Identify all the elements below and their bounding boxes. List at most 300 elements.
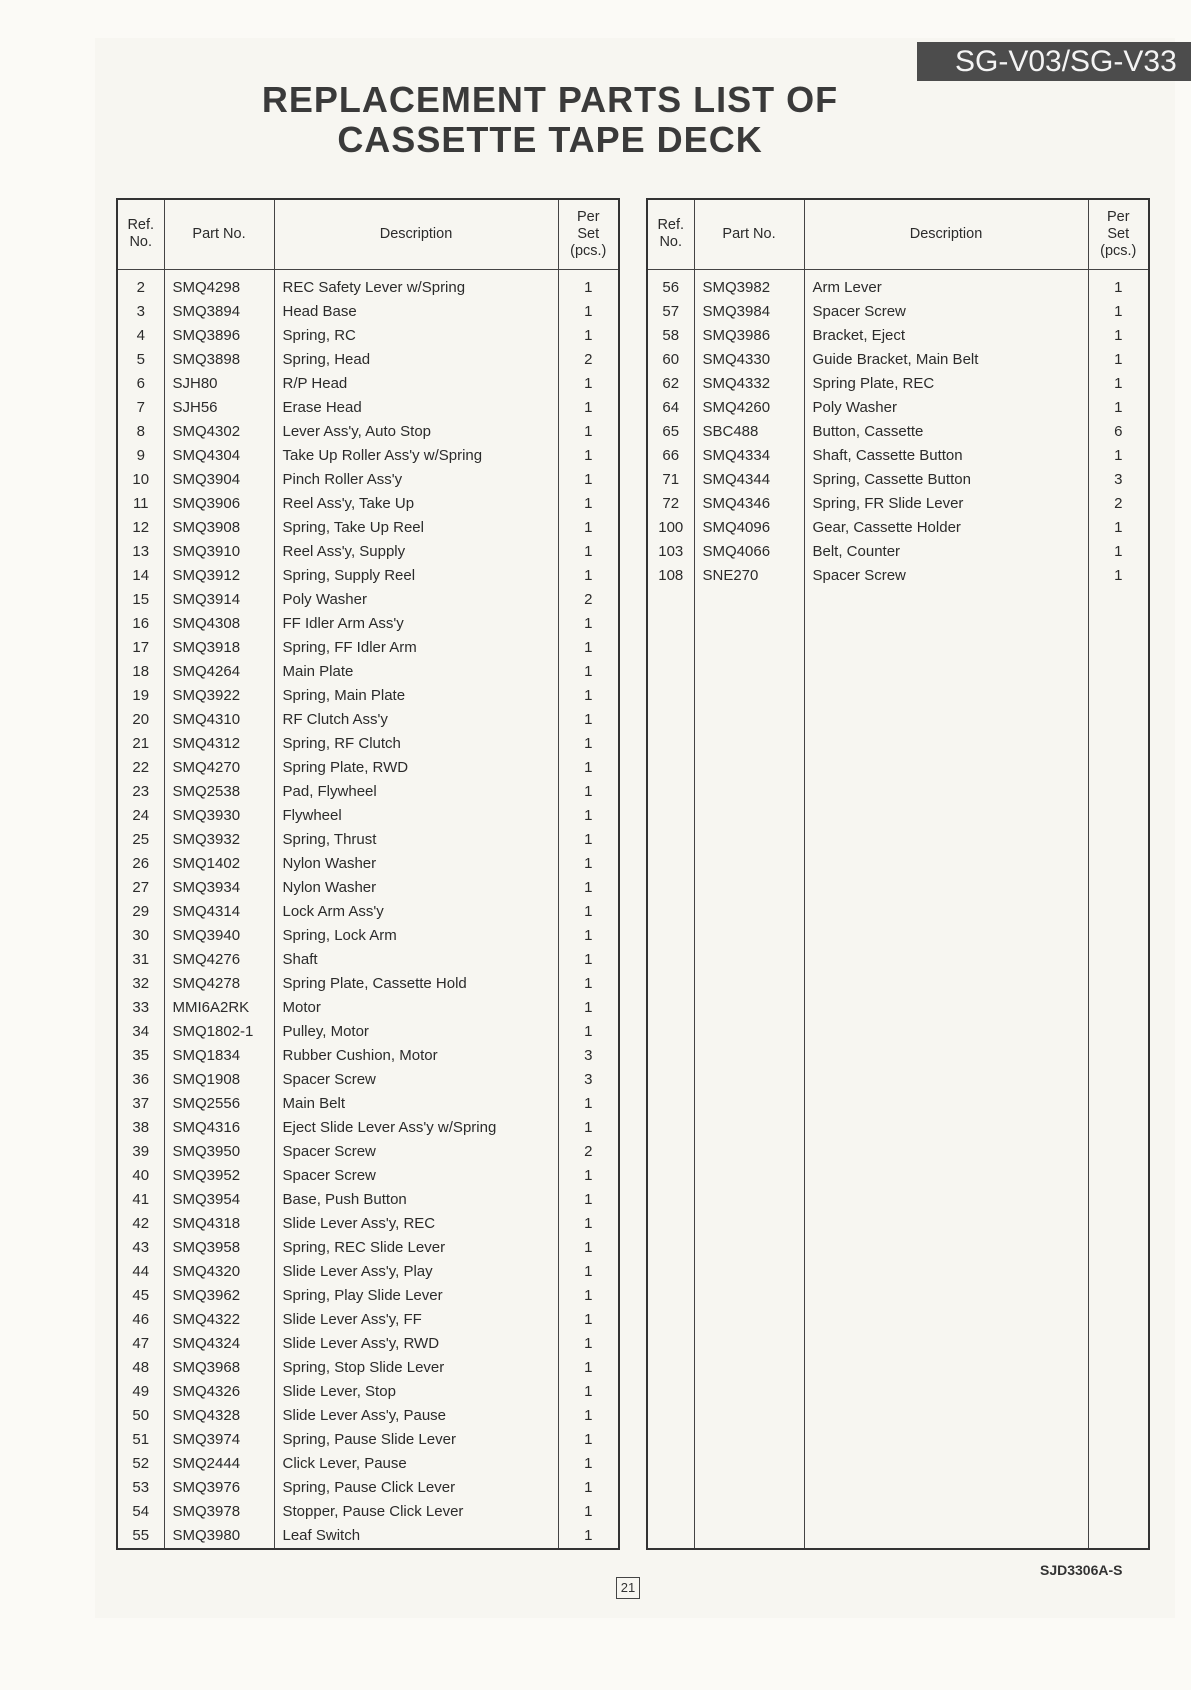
table-row (117, 300, 619, 324)
description-cell: Head Base (274, 300, 558, 324)
description-cell: Button, Cassette (804, 420, 1088, 444)
ref-cell: 64 (647, 396, 694, 420)
qty-cell: 1 (558, 924, 619, 948)
description-cell: Main Belt (274, 1092, 558, 1116)
description-cell: Spring, Play Slide Lever (274, 1284, 558, 1308)
header-part-no: Part No. (694, 199, 804, 269)
parts-table-right-body (647, 269, 1149, 1549)
header-per-set: Per Set (pcs.) (1088, 199, 1149, 269)
description-cell: Spring, Take Up Reel (274, 516, 558, 540)
part-no-cell: SMQ1908 (164, 1068, 274, 1092)
table-row (647, 348, 1149, 372)
qty-cell: 1 (558, 1428, 619, 1452)
qty-cell: 1 (558, 1404, 619, 1428)
table-row (647, 324, 1149, 348)
header-description: Description (274, 199, 558, 269)
qty-cell: 1 (558, 1476, 619, 1500)
part-no-cell: SMQ4304 (164, 444, 274, 468)
table-row (117, 1092, 619, 1116)
part-no-cell: SMQ4260 (694, 396, 804, 420)
qty-cell: 1 (558, 1452, 619, 1476)
part-no-cell: SMQ3958 (164, 1236, 274, 1260)
table-row (117, 1236, 619, 1260)
part-no-cell: SMQ3934 (164, 876, 274, 900)
parts-table-left-body (117, 269, 619, 1549)
ref-cell: 55 (117, 1524, 164, 1549)
part-no-cell: SMQ4330 (694, 348, 804, 372)
table-row (647, 444, 1149, 468)
description-cell: Spring Plate, Cassette Hold (274, 972, 558, 996)
description-cell: Leaf Switch (274, 1524, 558, 1549)
description-cell: Slide Lever Ass'y, Play (274, 1260, 558, 1284)
description-cell: Guide Bracket, Main Belt (804, 348, 1088, 372)
description-cell: FF Idler Arm Ass'y (274, 612, 558, 636)
description-cell: Spring, Pause Slide Lever (274, 1428, 558, 1452)
qty-cell: 3 (558, 1068, 619, 1092)
part-no-cell: SMQ3940 (164, 924, 274, 948)
part-no-cell: SMQ4334 (694, 444, 804, 468)
description-cell: Shaft, Cassette Button (804, 444, 1088, 468)
header-ref-no: Ref. No. (647, 199, 694, 269)
ref-cell: 19 (117, 684, 164, 708)
qty-cell: 1 (1088, 540, 1149, 564)
ref-cell: 62 (647, 372, 694, 396)
qty-cell: 1 (558, 732, 619, 756)
ref-cell: 58 (647, 324, 694, 348)
part-no-cell: SMQ3918 (164, 636, 274, 660)
ref-cell: 100 (647, 516, 694, 540)
qty-cell: 1 (558, 804, 619, 828)
part-no-cell: SMQ4332 (694, 372, 804, 396)
table-row (647, 300, 1149, 324)
qty-cell: 3 (558, 1044, 619, 1068)
qty-cell: 1 (558, 828, 619, 852)
description-cell: Spring, RF Clutch (274, 732, 558, 756)
part-no-cell: SMQ1834 (164, 1044, 274, 1068)
qty-cell: 1 (558, 269, 619, 300)
table-row (117, 924, 619, 948)
part-no-cell: SMQ3968 (164, 1356, 274, 1380)
part-no-cell: SMQ3906 (164, 492, 274, 516)
part-no-cell: SMQ4316 (164, 1116, 274, 1140)
description-cell: Reel Ass'y, Supply (274, 540, 558, 564)
table-row (117, 1284, 619, 1308)
table-row (117, 372, 619, 396)
qty-cell: 1 (1088, 444, 1149, 468)
table-row (647, 516, 1149, 540)
table-row (117, 1260, 619, 1284)
description-cell: Spacer Screw (274, 1068, 558, 1092)
description-cell: Spring, Thrust (274, 828, 558, 852)
qty-cell: 1 (558, 1164, 619, 1188)
table-row (117, 852, 619, 876)
table-row (647, 564, 1149, 588)
part-no-cell: SMQ3912 (164, 564, 274, 588)
ref-cell: 46 (117, 1308, 164, 1332)
qty-cell: 1 (1088, 564, 1149, 588)
qty-cell: 1 (558, 1236, 619, 1260)
description-cell: Arm Lever (804, 269, 1088, 300)
ref-cell: 10 (117, 468, 164, 492)
table-row (117, 1524, 619, 1549)
part-no-cell: SMQ3952 (164, 1164, 274, 1188)
part-no-cell: SMQ3980 (164, 1524, 274, 1549)
qty-cell: 1 (1088, 269, 1149, 300)
table-filler-row (647, 588, 1149, 1549)
ref-cell: 50 (117, 1404, 164, 1428)
page-title (200, 80, 900, 160)
description-cell: Gear, Cassette Holder (804, 516, 1088, 540)
part-no-cell: SMQ2444 (164, 1452, 274, 1476)
table-row (117, 828, 619, 852)
ref-cell: 23 (117, 780, 164, 804)
part-no-cell: SMQ3894 (164, 300, 274, 324)
table-row (117, 1212, 619, 1236)
part-no-cell: SMQ1802-1 (164, 1020, 274, 1044)
qty-cell: 1 (558, 444, 619, 468)
table-row (117, 996, 619, 1020)
table-row (117, 708, 619, 732)
qty-cell: 1 (1088, 348, 1149, 372)
ref-cell: 66 (647, 444, 694, 468)
part-no-cell: SNE270 (694, 564, 804, 588)
description-cell: Spring Plate, RWD (274, 756, 558, 780)
table-row (117, 732, 619, 756)
part-no-cell: SMQ3922 (164, 684, 274, 708)
ref-cell: 53 (117, 1476, 164, 1500)
description-cell: Flywheel (274, 804, 558, 828)
part-no-cell: SMQ3978 (164, 1500, 274, 1524)
part-no-cell: SMQ3932 (164, 828, 274, 852)
empty-cell (647, 588, 694, 1549)
description-cell: Slide Lever Ass'y, Pause (274, 1404, 558, 1428)
table-row (117, 1140, 619, 1164)
part-no-cell: SMQ4298 (164, 269, 274, 300)
part-no-cell: SMQ3982 (694, 269, 804, 300)
part-no-cell: SJH80 (164, 372, 274, 396)
description-cell: Lever Ass'y, Auto Stop (274, 420, 558, 444)
qty-cell: 1 (558, 1356, 619, 1380)
description-cell: Spacer Screw (804, 300, 1088, 324)
part-no-cell: SBC488 (694, 420, 804, 444)
description-cell: Slide Lever Ass'y, RWD (274, 1332, 558, 1356)
part-no-cell: SMQ4324 (164, 1332, 274, 1356)
description-cell: R/P Head (274, 372, 558, 396)
description-cell: Pinch Roller Ass'y (274, 468, 558, 492)
ref-cell: 35 (117, 1044, 164, 1068)
part-no-cell: SMQ4264 (164, 660, 274, 684)
part-no-cell: SMQ3930 (164, 804, 274, 828)
table-row (117, 1428, 619, 1452)
part-no-cell: SMQ3976 (164, 1476, 274, 1500)
qty-cell: 1 (558, 780, 619, 804)
table-row (117, 1332, 619, 1356)
title-line-2: CASSETTE TAPE DECK (337, 119, 763, 160)
description-cell: RF Clutch Ass'y (274, 708, 558, 732)
part-no-cell: SMQ4314 (164, 900, 274, 924)
part-no-cell: SMQ4320 (164, 1260, 274, 1284)
table-row (117, 900, 619, 924)
ref-cell: 33 (117, 996, 164, 1020)
ref-cell: 44 (117, 1260, 164, 1284)
ref-cell: 17 (117, 636, 164, 660)
ref-cell: 71 (647, 468, 694, 492)
description-cell: Slide Lever, Stop (274, 1380, 558, 1404)
qty-cell: 1 (1088, 324, 1149, 348)
ref-cell: 45 (117, 1284, 164, 1308)
part-no-cell: SJH56 (164, 396, 274, 420)
part-no-cell: SMQ3904 (164, 468, 274, 492)
table-row (117, 756, 619, 780)
ref-cell: 42 (117, 1212, 164, 1236)
model-tag: SG-V03/SG-V33 (917, 42, 1191, 81)
table-row (117, 1116, 619, 1140)
table-row (117, 468, 619, 492)
part-no-cell: SMQ3984 (694, 300, 804, 324)
description-cell: Base, Push Button (274, 1188, 558, 1212)
table-row (117, 804, 619, 828)
part-no-cell: SMQ4066 (694, 540, 804, 564)
empty-cell (1088, 588, 1149, 1549)
ref-cell: 5 (117, 348, 164, 372)
qty-cell: 1 (558, 300, 619, 324)
table-row (117, 1068, 619, 1092)
description-cell: Spring, RC (274, 324, 558, 348)
part-no-cell: SMQ4276 (164, 948, 274, 972)
description-cell: Spacer Screw (804, 564, 1088, 588)
header-ref-no: Ref. No. (117, 199, 164, 269)
table-row (647, 269, 1149, 300)
table-row (117, 1308, 619, 1332)
ref-cell: 103 (647, 540, 694, 564)
description-cell: Erase Head (274, 396, 558, 420)
qty-cell: 2 (558, 588, 619, 612)
ref-cell: 8 (117, 420, 164, 444)
ref-cell: 16 (117, 612, 164, 636)
qty-cell: 1 (558, 900, 619, 924)
description-cell: Nylon Washer (274, 852, 558, 876)
table-row (117, 540, 619, 564)
part-no-cell: SMQ3962 (164, 1284, 274, 1308)
ref-cell: 51 (117, 1428, 164, 1452)
ref-cell: 57 (647, 300, 694, 324)
table-row (647, 492, 1149, 516)
qty-cell: 1 (558, 516, 619, 540)
ref-cell: 37 (117, 1092, 164, 1116)
empty-cell (804, 588, 1088, 1549)
description-cell: Nylon Washer (274, 876, 558, 900)
part-no-cell: SMQ4328 (164, 1404, 274, 1428)
part-no-cell: SMQ2538 (164, 780, 274, 804)
ref-cell: 43 (117, 1236, 164, 1260)
part-no-cell: SMQ4344 (694, 468, 804, 492)
description-cell: Spring, Pause Click Lever (274, 1476, 558, 1500)
part-no-cell: SMQ3898 (164, 348, 274, 372)
table-row (117, 324, 619, 348)
table-row (117, 564, 619, 588)
ref-cell: 40 (117, 1164, 164, 1188)
qty-cell: 3 (1088, 468, 1149, 492)
ref-cell: 29 (117, 900, 164, 924)
ref-cell: 12 (117, 516, 164, 540)
ref-cell: 25 (117, 828, 164, 852)
description-cell: Lock Arm Ass'y (274, 900, 558, 924)
table-row (117, 1380, 619, 1404)
description-cell: Spring, Stop Slide Lever (274, 1356, 558, 1380)
ref-cell: 34 (117, 1020, 164, 1044)
table-row (117, 948, 619, 972)
document-code: SJD3306A-S (1040, 1562, 1123, 1578)
ref-cell: 38 (117, 1116, 164, 1140)
description-cell: Click Lever, Pause (274, 1452, 558, 1476)
ref-cell: 47 (117, 1332, 164, 1356)
qty-cell: 1 (558, 1116, 619, 1140)
ref-cell: 4 (117, 324, 164, 348)
qty-cell: 1 (558, 1332, 619, 1356)
qty-cell: 1 (558, 660, 619, 684)
table-row (117, 1452, 619, 1476)
ref-cell: 72 (647, 492, 694, 516)
part-no-cell: SMQ4270 (164, 756, 274, 780)
description-cell: Spacer Screw (274, 1140, 558, 1164)
ref-cell: 2 (117, 269, 164, 300)
ref-cell: 54 (117, 1500, 164, 1524)
ref-cell: 14 (117, 564, 164, 588)
qty-cell: 1 (1088, 396, 1149, 420)
description-cell: Spring, Supply Reel (274, 564, 558, 588)
part-no-cell: SMQ4346 (694, 492, 804, 516)
part-no-cell: SMQ4278 (164, 972, 274, 996)
table-row (117, 684, 619, 708)
description-cell: Pulley, Motor (274, 1020, 558, 1044)
qty-cell: 1 (558, 684, 619, 708)
qty-cell: 1 (558, 324, 619, 348)
description-cell: REC Safety Lever w/Spring (274, 269, 558, 300)
table-row (117, 1164, 619, 1188)
part-no-cell: SMQ4312 (164, 732, 274, 756)
ref-cell: 22 (117, 756, 164, 780)
description-cell: Main Plate (274, 660, 558, 684)
table-row (117, 972, 619, 996)
qty-cell: 1 (558, 708, 619, 732)
qty-cell: 1 (558, 1092, 619, 1116)
part-no-cell: MMI6A2RK (164, 996, 274, 1020)
ref-cell: 27 (117, 876, 164, 900)
description-cell: Take Up Roller Ass'y w/Spring (274, 444, 558, 468)
ref-cell: 11 (117, 492, 164, 516)
description-cell: Rubber Cushion, Motor (274, 1044, 558, 1068)
part-no-cell: SMQ3910 (164, 540, 274, 564)
ref-cell: 26 (117, 852, 164, 876)
empty-cell (694, 588, 804, 1549)
qty-cell: 2 (558, 1140, 619, 1164)
table-row (647, 540, 1149, 564)
table-row (647, 468, 1149, 492)
qty-cell: 2 (558, 348, 619, 372)
table-row (117, 1500, 619, 1524)
table-row (647, 396, 1149, 420)
description-cell: Spring, FF Idler Arm (274, 636, 558, 660)
description-cell: Spring, Head (274, 348, 558, 372)
qty-cell: 1 (1088, 516, 1149, 540)
description-cell: Slide Lever Ass'y, FF (274, 1308, 558, 1332)
qty-cell: 1 (558, 1260, 619, 1284)
table-row (117, 492, 619, 516)
header-part-no: Part No. (164, 199, 274, 269)
ref-cell: 48 (117, 1356, 164, 1380)
qty-cell: 1 (558, 636, 619, 660)
table-row (117, 516, 619, 540)
table-row (117, 348, 619, 372)
title-line-1: REPLACEMENT PARTS LIST OF (261, 79, 839, 120)
description-cell: Pad, Flywheel (274, 780, 558, 804)
ref-cell: 13 (117, 540, 164, 564)
qty-cell: 6 (1088, 420, 1149, 444)
qty-cell: 2 (1088, 492, 1149, 516)
table-row (117, 1356, 619, 1380)
qty-cell: 1 (558, 396, 619, 420)
table-row (117, 1476, 619, 1500)
qty-cell: 1 (558, 420, 619, 444)
part-no-cell: SMQ4310 (164, 708, 274, 732)
ref-cell: 108 (647, 564, 694, 588)
ref-cell: 7 (117, 396, 164, 420)
qty-cell: 1 (558, 1284, 619, 1308)
description-cell: Poly Washer (274, 588, 558, 612)
qty-cell: 1 (558, 1020, 619, 1044)
part-no-cell: SMQ2556 (164, 1092, 274, 1116)
qty-cell: 1 (558, 1380, 619, 1404)
description-cell: Spacer Screw (274, 1164, 558, 1188)
table-row (647, 372, 1149, 396)
ref-cell: 56 (647, 269, 694, 300)
ref-cell: 3 (117, 300, 164, 324)
page-number: 21 (616, 1577, 640, 1599)
ref-cell: 36 (117, 1068, 164, 1092)
table-row (117, 396, 619, 420)
qty-cell: 1 (1088, 372, 1149, 396)
table-row (117, 780, 619, 804)
part-no-cell: SMQ3950 (164, 1140, 274, 1164)
ref-cell: 20 (117, 708, 164, 732)
description-cell: Spring, Main Plate (274, 684, 558, 708)
qty-cell: 1 (558, 1212, 619, 1236)
description-cell: Belt, Counter (804, 540, 1088, 564)
table-row (117, 876, 619, 900)
qty-cell: 1 (558, 852, 619, 876)
header-per-set: Per Set (pcs.) (558, 199, 619, 269)
ref-cell: 30 (117, 924, 164, 948)
ref-cell: 39 (117, 1140, 164, 1164)
table-row (117, 269, 619, 300)
ref-cell: 41 (117, 1188, 164, 1212)
description-cell: Poly Washer (804, 396, 1088, 420)
qty-cell: 1 (558, 1188, 619, 1212)
table-row (117, 420, 619, 444)
qty-cell: 1 (1088, 300, 1149, 324)
qty-cell: 1 (558, 972, 619, 996)
qty-cell: 1 (558, 948, 619, 972)
ref-cell: 65 (647, 420, 694, 444)
part-no-cell: SMQ4322 (164, 1308, 274, 1332)
part-no-cell: SMQ4096 (694, 516, 804, 540)
part-no-cell: SMQ3974 (164, 1428, 274, 1452)
part-no-cell: SMQ4302 (164, 420, 274, 444)
table-row (117, 588, 619, 612)
qty-cell: 1 (558, 996, 619, 1020)
description-cell: Spring, REC Slide Lever (274, 1236, 558, 1260)
description-cell: Spring, FR Slide Lever (804, 492, 1088, 516)
